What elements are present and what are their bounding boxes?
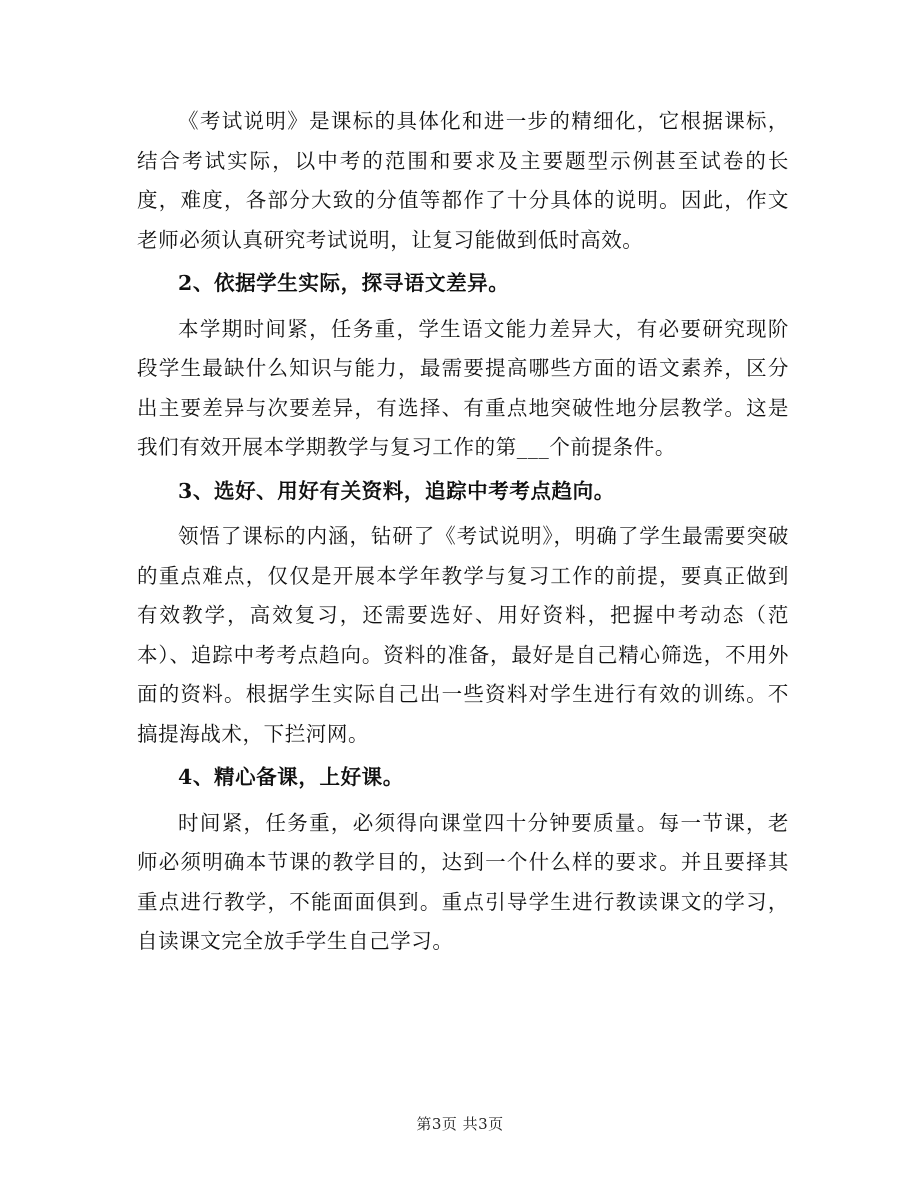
heading-section-4: 4、精心备课，上好课。 (178, 765, 404, 789)
heading-section-3: 3、选好、用好有关资料，追踪中考考点趋向。 (178, 478, 615, 503)
heading-section-2: 2、依据学生实际，探寻语文差异。 (178, 271, 510, 295)
page-number-footer: 第3页 共3页 (416, 1115, 504, 1133)
paragraph-exam-guide: 《考试说明》是课标的具体化和进一步的精细化，它根据课标，结合考试实际，以中考的范围和要求及主要题型示例甚至试卷的长度，难度，各部分大致的分值等都作了十分具体的说明。因此，作文老师必须认真研究考试说明，让复习能做到低时高效。 (137, 109, 789, 252)
paragraph-student-differences: 本学期时间紧，任务重，学生语文能力差异大，有必要研究现阶段学生最缺什么知识与能力，最需要提高哪些方面的语文素养，区分出主要差异与次要差异，有选择、有重点地突破性地分层教学。这是我们有效开展本学期教学与复习工作的第___个前提条件。 (137, 316, 789, 459)
paragraph-lesson-prep: 时间紧，任务重，必须得向课堂四十分钟要质量。每一节课，老师必须明确本节课的教学目的，达到一个什么样的要求。并且要择其重点进行教学，不能面面俱到。重点引导学生进行教读课文的学习，自读课文完全放手学生自己学习。 (137, 810, 789, 953)
document-body (137, 102, 789, 962)
paragraph-materials: 领悟了课标的内涵，钻研了《考试说明》，明确了学生最需要突破的重点难点，仅仅是开展本学年教学与复习工作的前提，要真正做到有效教学，高效复习，还需要选好、用好资料，把握中考动态（范本）、追踪中考考点趋向。资料的准备，最好是自己精心筛选，不用外面的资料。根据学生实际自己出一些资料对学生进行有效的训练。不搞提海战术，下拦河网。 (137, 524, 789, 746)
